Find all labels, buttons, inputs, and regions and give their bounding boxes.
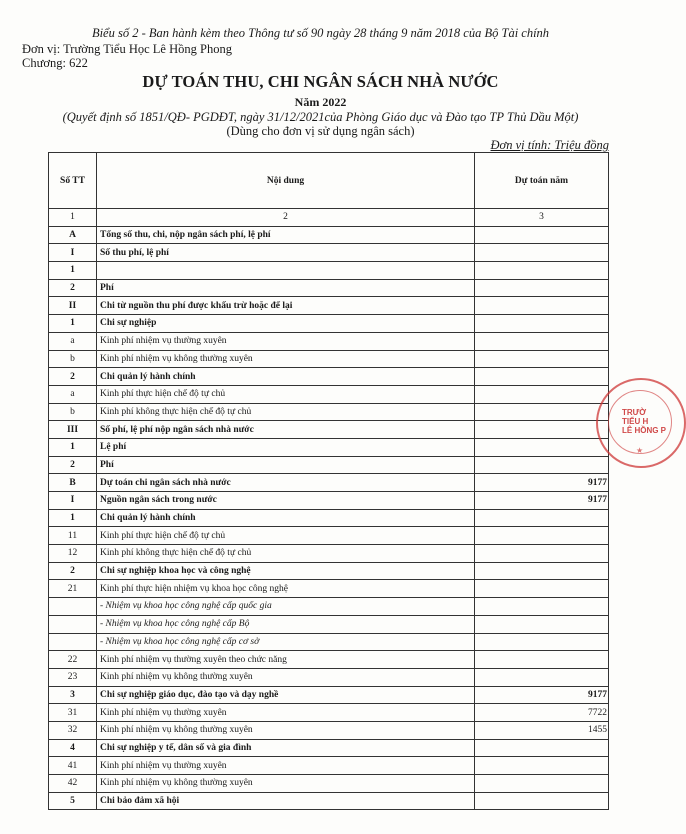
page-title: DỰ TOÁN THU, CHI NGÂN SÁCH NHÀ NƯỚC (142, 72, 499, 91)
table-row (49, 244, 609, 262)
table-row (49, 421, 609, 439)
row-value: 7722 (475, 704, 609, 722)
row-value (475, 315, 609, 333)
row-content: Chi từ nguồn thu phí được khấu trừ hoặc để lại (97, 297, 475, 315)
table-row (49, 456, 609, 474)
row-value (475, 633, 609, 651)
table-row (49, 792, 609, 810)
row-number: 22 (49, 651, 97, 669)
table-row (49, 562, 609, 580)
row-value (475, 279, 609, 297)
row-value (475, 598, 609, 616)
row-number: 12 (49, 545, 97, 563)
row-value: 9177 (475, 474, 609, 492)
table-row (49, 651, 609, 669)
row-number: 1 (49, 438, 97, 456)
row-value (475, 368, 609, 386)
row-number: b (49, 350, 97, 368)
row-number: 5 (49, 792, 97, 810)
row-number: 1 (49, 209, 97, 227)
row-content: Kinh phí nhiệm vụ không thường xuyên (97, 668, 475, 686)
row-content: Phí (97, 456, 475, 474)
row-number: 42 (49, 775, 97, 793)
row-number: 2 (49, 368, 97, 386)
row-content: Chi sự nghiệp (97, 315, 475, 333)
row-number: III (49, 421, 97, 439)
table-row (49, 598, 609, 616)
row-content: Kinh phí nhiệm vụ thường xuyên theo chức năng (97, 651, 475, 669)
row-number: B (49, 474, 97, 492)
row-content: Dự toán chi ngân sách nhà nước (97, 474, 475, 492)
table-row (49, 775, 609, 793)
row-content: - Nhiệm vụ khoa học công nghệ cấp Bộ (97, 615, 475, 633)
row-number: 11 (49, 527, 97, 545)
header-estimate: Dự toán năm (475, 153, 609, 209)
row-value (475, 385, 609, 403)
row-number: 32 (49, 721, 97, 739)
row-number: b (49, 403, 97, 421)
row-content: Kinh phí nhiệm vụ thường xuyên (97, 332, 475, 350)
row-number: 23 (49, 668, 97, 686)
seal-star-icon: ★ (636, 446, 644, 455)
row-content (97, 262, 475, 280)
row-number: I (49, 492, 97, 510)
row-number: 2 (49, 456, 97, 474)
row-content: Kinh phí nhiệm vụ thường xuyên (97, 757, 475, 775)
row-content: Chi quản lý hành chính (97, 368, 475, 386)
unit-name: Đơn vị: Trường Tiểu Học Lê Hồng Phong (22, 42, 232, 56)
row-number: 41 (49, 757, 97, 775)
row-content: Lệ phí (97, 438, 475, 456)
row-number: a (49, 332, 97, 350)
row-number: 1 (49, 509, 97, 527)
table-row (49, 226, 609, 244)
row-number: I (49, 244, 97, 262)
table-row (49, 209, 609, 227)
table-row (49, 403, 609, 421)
row-content: - Nhiệm vụ khoa học công nghệ cấp cơ sở (97, 633, 475, 651)
header-stt: Số TT (49, 153, 97, 209)
row-content: Kinh phí thực hiện nhiệm vụ khoa học công nghệ (97, 580, 475, 598)
row-content: - Nhiệm vụ khoa học công nghệ cấp quốc gia (97, 598, 475, 616)
row-value (475, 580, 609, 598)
row-content: Tổng số thu, chi, nộp ngân sách phí, lệ phí (97, 226, 475, 244)
row-value (475, 244, 609, 262)
chapter-code: Chương: 622 (22, 56, 88, 70)
row-content: Chi bảo đảm xã hội (97, 792, 475, 810)
row-number: 2 (49, 279, 97, 297)
row-number: 21 (49, 580, 97, 598)
row-value (475, 509, 609, 527)
row-number: 31 (49, 704, 97, 722)
budget-year: Năm 2022 (294, 95, 347, 109)
row-value (475, 792, 609, 810)
row-content: Số thu phí, lệ phí (97, 244, 475, 262)
table-row (49, 704, 609, 722)
row-value (475, 262, 609, 280)
row-value (475, 403, 609, 421)
row-value: 3 (475, 209, 609, 227)
table-row (49, 350, 609, 368)
row-content: Kinh phí nhiệm vụ không thường xuyên (97, 775, 475, 793)
table-row (49, 633, 609, 651)
row-content: Phí (97, 279, 475, 297)
budget-table (48, 152, 609, 810)
row-number: 3 (49, 686, 97, 704)
table-header-row (49, 153, 609, 209)
row-content: Kinh phí không thực hiện chế độ tự chủ (97, 403, 475, 421)
decision-reference: (Quyết định số 1851/QĐ- PGDĐT, ngày 31/12/2021của Phòng Giáo dục và Đào tạo TP Thủ Dầu Một) (62, 110, 579, 124)
row-number: 2 (49, 562, 97, 580)
row-value (475, 527, 609, 545)
row-number: II (49, 297, 97, 315)
row-value (475, 651, 609, 669)
row-value (475, 775, 609, 793)
row-content: Chi sự nghiệp giáo dục, đào tạo và dạy nghề (97, 686, 475, 704)
row-content: Kinh phí thực hiện chế độ tự chủ (97, 527, 475, 545)
table-row (49, 739, 609, 757)
row-content: Kinh phí thực hiện chế độ tự chủ (97, 385, 475, 403)
row-content: 2 (97, 209, 475, 227)
table-row (49, 332, 609, 350)
usage-note: (Dùng cho đơn vị sử dụng ngân sách) (226, 124, 415, 138)
row-number (49, 633, 97, 651)
form-note: Biểu số 2 - Ban hành kèm theo Thông tư số 90 ngày 28 tháng 9 năm 2018 của Bộ Tài chính (91, 26, 550, 40)
seal-text: TRƯỜ TIỂU H LÊ HỒNG P (622, 408, 667, 435)
row-content: Chi quản lý hành chính (97, 509, 475, 527)
table-row (49, 279, 609, 297)
row-value (475, 668, 609, 686)
row-content: Số phí, lệ phí nộp ngân sách nhà nước (97, 421, 475, 439)
table-row (49, 492, 609, 510)
row-value (475, 757, 609, 775)
row-value (475, 545, 609, 563)
row-number (49, 615, 97, 633)
table-row (49, 297, 609, 315)
row-value (475, 350, 609, 368)
row-value (475, 438, 609, 456)
row-value (475, 226, 609, 244)
row-value: 9177 (475, 492, 609, 510)
row-number: 1 (49, 262, 97, 280)
row-value (475, 297, 609, 315)
row-value (475, 739, 609, 757)
row-number: 4 (49, 739, 97, 757)
row-number: 1 (49, 315, 97, 333)
row-value (475, 332, 609, 350)
table-row (49, 721, 609, 739)
table-row (49, 580, 609, 598)
row-value: 9177 (475, 686, 609, 704)
table-row (49, 668, 609, 686)
row-content: Chi sự nghiệp khoa học và công nghệ (97, 562, 475, 580)
table-row (49, 385, 609, 403)
row-content: Kinh phí nhiệm vụ không thường xuyên (97, 350, 475, 368)
row-number: A (49, 226, 97, 244)
row-content: Nguồn ngân sách trong nước (97, 492, 475, 510)
header-content: Nội dung (97, 153, 475, 209)
row-value (475, 615, 609, 633)
row-value (475, 421, 609, 439)
table-row (49, 615, 609, 633)
table-row (49, 757, 609, 775)
row-value (475, 562, 609, 580)
table-row (49, 474, 609, 492)
table-row (49, 509, 609, 527)
unit-of-measure: Đơn vị tính: Triệu đồng (490, 138, 609, 152)
row-number (49, 598, 97, 616)
table-body (49, 209, 609, 810)
table-row (49, 545, 609, 563)
table-row (49, 438, 609, 456)
table-row (49, 368, 609, 386)
row-content: Kinh phí nhiệm vụ thường xuyên (97, 704, 475, 722)
row-value (475, 456, 609, 474)
table-row (49, 262, 609, 280)
row-number: a (49, 385, 97, 403)
official-seal (596, 378, 686, 468)
row-content: Kinh phí nhiệm vụ không thường xuyên (97, 721, 475, 739)
table-row (49, 686, 609, 704)
row-content: Chi sự nghiệp y tế, dân số và gia đình (97, 739, 475, 757)
row-value: 1455 (475, 721, 609, 739)
row-content: Kinh phí không thực hiện chế độ tự chủ (97, 545, 475, 563)
table-row (49, 315, 609, 333)
table-row (49, 527, 609, 545)
